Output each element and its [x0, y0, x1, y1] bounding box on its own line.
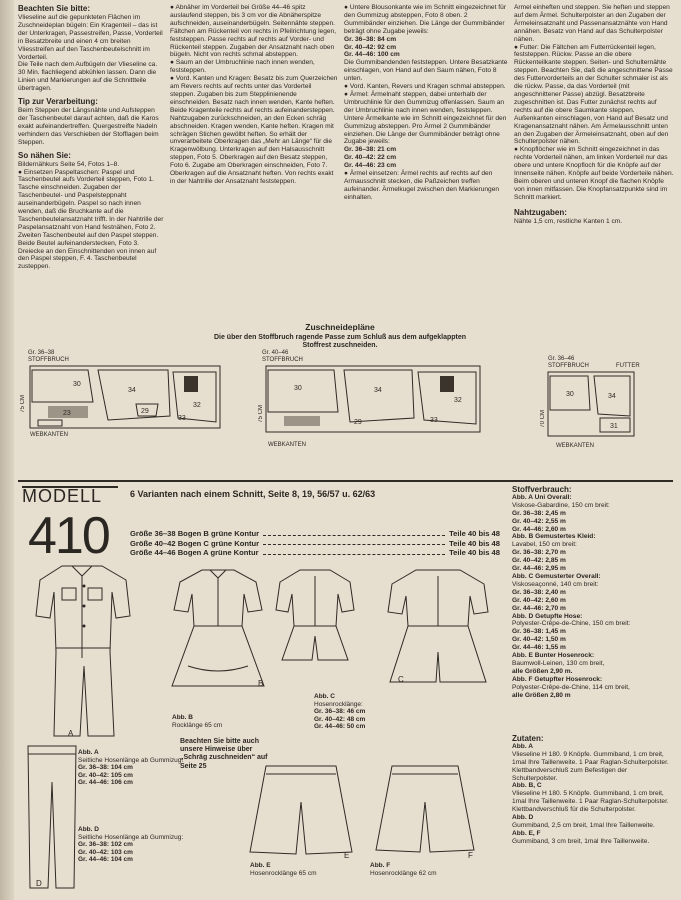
overall-illustration-a [22, 562, 142, 740]
list-item: Viskose-Gabardine, 150 cm breit: [512, 501, 610, 509]
list-item: Gr. 44–46: 2,95 m [512, 565, 566, 573]
modell-label: MODELL [22, 486, 103, 506]
fig-a-letter: A [68, 729, 74, 738]
list-item: Gr. 36–38: 2,70 m [512, 549, 566, 557]
text-aermel: ● Ärmel: Ärmelnaht steppen, dabei unterhalb der Umbruchlinie für den Gummizug offenlassen. Saum an der Umbruchlinie nach innen wenden, feststeppen. Untere Ärmelkante wie im Schnitt eingezeichnet für den Gummizug absteppen. Pro Ärmel 2 Gummibänder einziehen. Die Länge der Gummibänder beträgt ohne Zugabe jeweils: [344, 90, 507, 146]
list-item: Gr. 36–38: 2,45 m [512, 509, 566, 517]
plan3-width: 70 CM [540, 410, 546, 428]
stoffverbrauch-title: Stoffverbrauch: [512, 485, 572, 494]
list-item: Vlieseline H 180. 5 Knöpfe. Gummiband, 1 cm breit, 1mal Ihre Taillenweite. 1 Paar Raglan-Schulterpolster. Klettbandverschluß für die Schulterpolster. [512, 790, 669, 814]
text-futter: ● Futter: Die Fältchen am Futterrückenteil legen, feststeppen. Rückw. Passe an die obere Rückenteilkante steppen. Seiten- und Schulternähte steppen. Beachten Sie, daß die angeschnittene Passe des Futtervorderteils an der Schulter schmaler ist als die rückw. Passe, da das Vorderteil (mit angeschnittener Passe) abzügl. Besatzbreite zugeschnitten ist. Das Futter zunächst rechts auf rechts auf die obere Saumkante steppen. Außenkanten einschlagen, von Hand auf Besatz und Kragenansatznaht nähen. Am Ärmelausschnitt unten an den Zugaben der Ärmeleinsatznaht, oben auf den Schulterpolster nähen. [514, 43, 673, 146]
abb-d-caption: Abb. D Seitliche Hosenlänge ab Gummizug: Gr. 36–38: 102 cm Gr. 40–42: 103 cm Gr. 44–46: 104 cm [78, 826, 184, 863]
list-item: Vlieseline H 180. 9 Knöpfe. Gummiband, 1 cm breit, 1mal Ihre Taillenweite. 1 Paar Raglan-Schulterpolster. Klettbandverschluß zum Befestigen der Schulterpolster. [512, 750, 669, 782]
beachten-note: Beachten Sie bitte auch unsere Hinweise über „Schräg zuschneiden“ auf Seite 25 [180, 738, 268, 770]
heading-nahtzugaben: Nahtzugaben: [514, 207, 567, 217]
list-item: Abb. B, C [512, 782, 542, 790]
list-item: Polyester-Crêpe-de-Chine, 114 cm breit, [512, 683, 630, 691]
list-item: Gr. 44–46: 2,70 m [512, 604, 566, 612]
overall-illustration-c [376, 566, 500, 690]
svg-text:31: 31 [610, 423, 618, 430]
svg-text:33: 33 [430, 417, 438, 424]
text-kragen: ● Vord. Kanten und Kragen: Besatz bis zum Querzeichen am Revers rechts auf rechts unter das Vorderteil steppen. Zugaben bis zum Stepplinienende einschneiden. Besatz nach innen wenden, Kante heften. Beide Kragenteile rechts auf rechts aufeinandersteppen. Nahtzugaben zurückschneiden, an den Ecken schräg abschneiden. Kragen wenden, Kante heften. Kragen mit schrägen Stichen gewölbt heften. So erhält der unverarbeitete Oberkragen das „Mehr an Länge“ für die Kragenwölbung. Unterkragen auf den Halsausschnitt steppen, Foto 5. Oberkragen auf den Besatz steppen, Foto 6. Zugabe am Oberkragen einschneiden, Foto 7. Oberkragen auf die Ansatznaht heften. Von rechts exakt in der Nahtrille der Ansatznaht feststeppen. [170, 75, 338, 185]
list-item: Abb. E Bunter Hosenrock: [512, 652, 595, 660]
list-item: Viskoseaçonné, 140 cm breit: [512, 580, 599, 588]
plan3-size: Gr. 36–46 [548, 356, 575, 362]
text-vord-kanten: ● Vord. Kanten, Revers und Kragen schmal absteppen. [344, 83, 506, 91]
plan2-edge-label: WEBKANTEN [268, 442, 307, 448]
svg-text:30: 30 [566, 391, 574, 398]
text-abnaeher: ● Abnäher im Vorderteil bei Größe 44–46 spitz auslaufend steppen, bis 3 cm vor die Abnäherspitze aufschneiden, auseinanderbügeln. Seitennähte steppen. Fältchen am Rückenteil von rechts in Pfeilrichtung legen, feststeppen. Passe rechts auf rechts auf Vorder- und Rückenteil steppen. Zugaben der Ansatznaht nach oben bügeln. Nicht von rechts schmal absteppen. [170, 4, 337, 59]
aermel-gummi-36-38: Gr. 36–38: 21 cm [344, 146, 397, 154]
svg-text:34: 34 [374, 387, 382, 394]
list-item: Abb. E, F [512, 829, 541, 837]
svg-text:32: 32 [193, 402, 201, 409]
list-item: Gummiband, 3 cm breit, 1mal Ihre Taillenweite. [512, 837, 650, 845]
text-saum: ● Saum an der Umbruchlinie nach innen wenden, feststeppen. [170, 59, 315, 75]
list-item: Gr. 36–38: 2,40 m [512, 588, 566, 596]
list-item: Abb. C Gemusterter Overall: [512, 572, 601, 580]
svg-text:30: 30 [73, 381, 81, 388]
list-item: Gr. 40–42: 2,85 m [512, 557, 566, 565]
list-item: Gr. 40–42: 2,55 m [512, 517, 566, 525]
page-binding-edge [0, 0, 14, 900]
plan1-edge-label: WEBKANTEN [30, 432, 69, 438]
text-vlieseline: Vlieseline auf die gepunkteten Flächen im Zuschneideplan bügeln: Ein Kragenteil – das ist der Unterkragen, Passestreifen, Passe, Vorderteil in Besatzbreite und einen 4 cm breiten Vliesstreifen auf den Taschenbeutelschnitt im Vorderteil. [18, 14, 163, 61]
culottes-illustration-f [370, 762, 480, 858]
text-naehkurs: Bildernähkurs Seite 54, Fotos 1–8. [18, 160, 120, 168]
text-tip: Beim Steppen der Längsnähte und Aufsteppen der Taschenbeutel darauf achten, daß die Karos exakt aufeinandertreffen. Quergestreifte Nadeln verhindern das Verschieben der Stofflagen beim Steppen. [18, 107, 159, 146]
plan1-size: Gr. 36–38 [28, 350, 55, 356]
plan1-fold-label: STOFFBRUCH [28, 357, 69, 363]
plan2-width: 75 CM [258, 405, 264, 423]
svg-text:29: 29 [141, 408, 149, 415]
aermel-gummi-40-42: Gr. 40–42: 22 cm [344, 154, 397, 162]
list-item: Abb. D Getupfte Hose: [512, 612, 583, 620]
fig-e-letter: E [344, 851, 350, 860]
stoffverbrauch-list [512, 494, 672, 700]
cutting-plan-3 [540, 370, 640, 440]
plan2-size: Gr. 40–46 [262, 350, 289, 356]
abb-f-caption: Abb. F Hosenrocklänge 62 cm [370, 862, 437, 877]
list-item: Gr. 40–42: 2,60 m [512, 596, 566, 604]
gummi-40-42: Gr. 40–42: 92 cm [344, 43, 397, 51]
pants-illustration-d [22, 742, 82, 892]
list-item: Lavabel, 150 cm breit: [512, 541, 577, 549]
fig-b-letter: B [258, 679, 264, 688]
svg-text:33: 33 [178, 415, 186, 422]
text-blousonkante: ● Untere Blousonkante wie im Schnitt eingezeichnet für den Gummizug absteppen, Foto 8 oben. 2 Gummibänder einziehen. Die Länge der Gummibänder beträgt ohne Zugabe jeweils: [344, 4, 506, 35]
cutting-plan-1 [18, 362, 228, 442]
text-gummibandenden: Die Gummibandenden feststeppen. Untere Besatzkante einschlagen, von Hand auf den Saum nähen, Foto 8 unten. [344, 59, 508, 83]
list-item: Abb. A [512, 742, 533, 750]
text-aermel-einsetzen: ● Ärmel einsetzen: Ärmel rechts auf rechts auf den Armausschnitt stecken, die Paßzeichen treffen aufeinander. Ärmelkugel zwischen den Markierungen einhalten. [344, 170, 500, 201]
zutaten-title: Zutaten: [512, 734, 544, 743]
heading-so-naehen: So nähen Sie: [18, 150, 71, 160]
abb-c-caption: Abb. C Hosenrocklänge: Gr. 36–38: 46 cm Gr. 40–42: 48 cm Gr. 44–46: 50 cm [314, 693, 366, 730]
aermel-gummi-44-46: Gr. 44–46: 23 cm [344, 162, 397, 170]
text-paspeltaschen: ● Einsetzen Paspeltaschen: Paspel und Taschenbeutel aufs Vorderteil steppen, Foto 1. Tasche einschneiden. Zugaben der Taschenbeutel- und Paspelsteppnaht auseinanderbügeln. Paspel so nach innen wenden, daß die Bruchkante auf die Taschenbeutelansatznaht trifft. In der Nahtrille der Paspelansatznaht von Hand festnähen, Foto 2. Zweiten Taschenbeutel auf den Paspel steppen. Beide Beutel aufeinanderstecken, Foto 3. Dreiecke an den Einschnittenden von innen auf den Paspel steppen, F. 4. Taschenbeutel zusteppen. [18, 168, 164, 271]
abb-a-caption: Abb. A Seitliche Hosenlänge ab Gummizug: Gr. 36–38: 104 cm Gr. 40–42: 105 cm Gr. 44–46: 106 cm [78, 749, 184, 786]
plan1-width: 75 CM [20, 395, 26, 413]
text-aermel-einheften: Ärmel einheften und steppen. Sie heften und steppen auf dem Ärmel. Schulterpolster an den Zugaben der Ärmeleinsatznaht und Passenansatznähte von Hand annähen. Besatz von Hand auf das Schulterpolster nähen. [514, 4, 670, 43]
abb-b-caption: Abb. B Rocklänge 65 cm [172, 714, 223, 729]
text-knopfloecher: ● Knopflöcher wie im Schnitt eingezeichnet in das rechte Vorderteil nähen, am linken Vorderteil nur das obere und untere Knopfloch für die Knöpfe auf der Innenseite nähen. Knöpfe auf beide Vorderteile nähen. Beim oberen und unteren Knopf die flachen Knöpfe von innen mitfassen. Die Knopfansatzpunkte sind im Schnitt markiert. [514, 146, 674, 201]
list-item: Abb. A Uni Overall: [512, 493, 572, 501]
zutaten-list [512, 743, 672, 846]
svg-text:34: 34 [128, 387, 136, 394]
section-divider [18, 480, 673, 482]
modell-number: 410 [28, 507, 109, 565]
list-item: Abb. D [512, 814, 534, 822]
varianten-text: 6 Varianten nach einem Schnitt, Seite 8, 19, 56/57 u. 62/63 [130, 489, 376, 499]
instructions-column-1 [18, 4, 164, 326]
zutaten-section [512, 735, 672, 846]
svg-text:30: 30 [294, 385, 302, 392]
fig-c-letter: C [398, 675, 404, 684]
plan2-fold-label: STOFFBRUCH [262, 357, 303, 363]
instructions-column-4 [514, 4, 674, 322]
list-item: Abb. B Gemustertes Kleid: [512, 533, 596, 541]
instructions-column-2 [170, 4, 338, 322]
list-item: Polyester-Crêpe-de-Chine, 150 cm breit: [512, 620, 631, 628]
dress-illustration-b [168, 566, 268, 696]
svg-text:34: 34 [608, 393, 616, 400]
list-item: Baumwoll-Leinen, 130 cm breit, [512, 659, 605, 667]
cutting-plans-title: Zuschneidepläne [305, 322, 375, 332]
stoffverbrauch-section [512, 486, 672, 699]
cutting-plans-subtitle: Die über den Stoffbruch ragende Passe zum Schluß aus dem aufgeklappten Stoffrest zuschneiden. [213, 334, 467, 349]
list-item: Gr. 36–38: 1,45 m [512, 628, 566, 636]
heading-beachten: Beachten Sie bitte: [18, 4, 91, 13]
fig-d-letter: D [36, 879, 42, 888]
svg-text:29: 29 [354, 419, 362, 426]
short-overall-illustration-c [270, 566, 360, 666]
instructions-column-3 [344, 4, 508, 322]
list-item: Gr. 44–46: 1,55 m [512, 644, 566, 652]
culottes-illustration-e [246, 762, 356, 858]
size-row: Größe 36–38 Bogen B grüne Kontur Teile 40 bis 48 [130, 529, 500, 538]
size-row: Größe 44–46 Bogen A grüne Kontur Teile 40 bis 48 [130, 548, 500, 557]
list-item: Abb. F Getupfter Hosenrock: [512, 675, 603, 683]
svg-text:23: 23 [63, 410, 71, 417]
list-item: alle Größen 2,90 m. [512, 667, 573, 675]
list-item: Gr. 40–42: 1,50 m [512, 636, 566, 644]
text-abkuehlen: Die Teile nach dem Aufbügeln der Vlieseline ca. 30 Min. flachliegend abkühlen lassen. Dann die Linien und Markierungen auf die Schnittteile übertragen. [18, 61, 158, 93]
fig-f-letter: F [468, 851, 473, 860]
plan3-edge-label: WEBKANTEN [556, 443, 595, 449]
list-item: Gr. 44–46: 2,60 m [512, 525, 566, 533]
text-nahtzugaben: Nähte 1,5 cm, restliche Kanten 1 cm. [514, 217, 623, 225]
plan3-fold-label: STOFFBRUCH [548, 363, 589, 369]
svg-text:32: 32 [454, 397, 462, 404]
plan3-futter-label: FUTTER [616, 363, 640, 369]
size-list [130, 529, 500, 558]
gummi-36-38: Gr. 36–38: 84 cm [344, 35, 397, 43]
cutting-plan-2 [254, 362, 486, 442]
heading-tip: Tip zur Verarbeitung: [18, 97, 98, 107]
gummi-44-46: Gr. 44–46: 100 cm [344, 51, 400, 59]
abb-e-caption: Abb. E Hosenrocklänge 65 cm [250, 862, 317, 877]
list-item: alle Größen 2,80 m [512, 691, 571, 699]
size-row: Größe 40–42 Bogen C grüne Kontur Teile 40 bis 48 [130, 538, 500, 548]
list-item: Gummiband, 2,5 cm breit, 1mal Ihre Taillenweite. [512, 821, 655, 829]
